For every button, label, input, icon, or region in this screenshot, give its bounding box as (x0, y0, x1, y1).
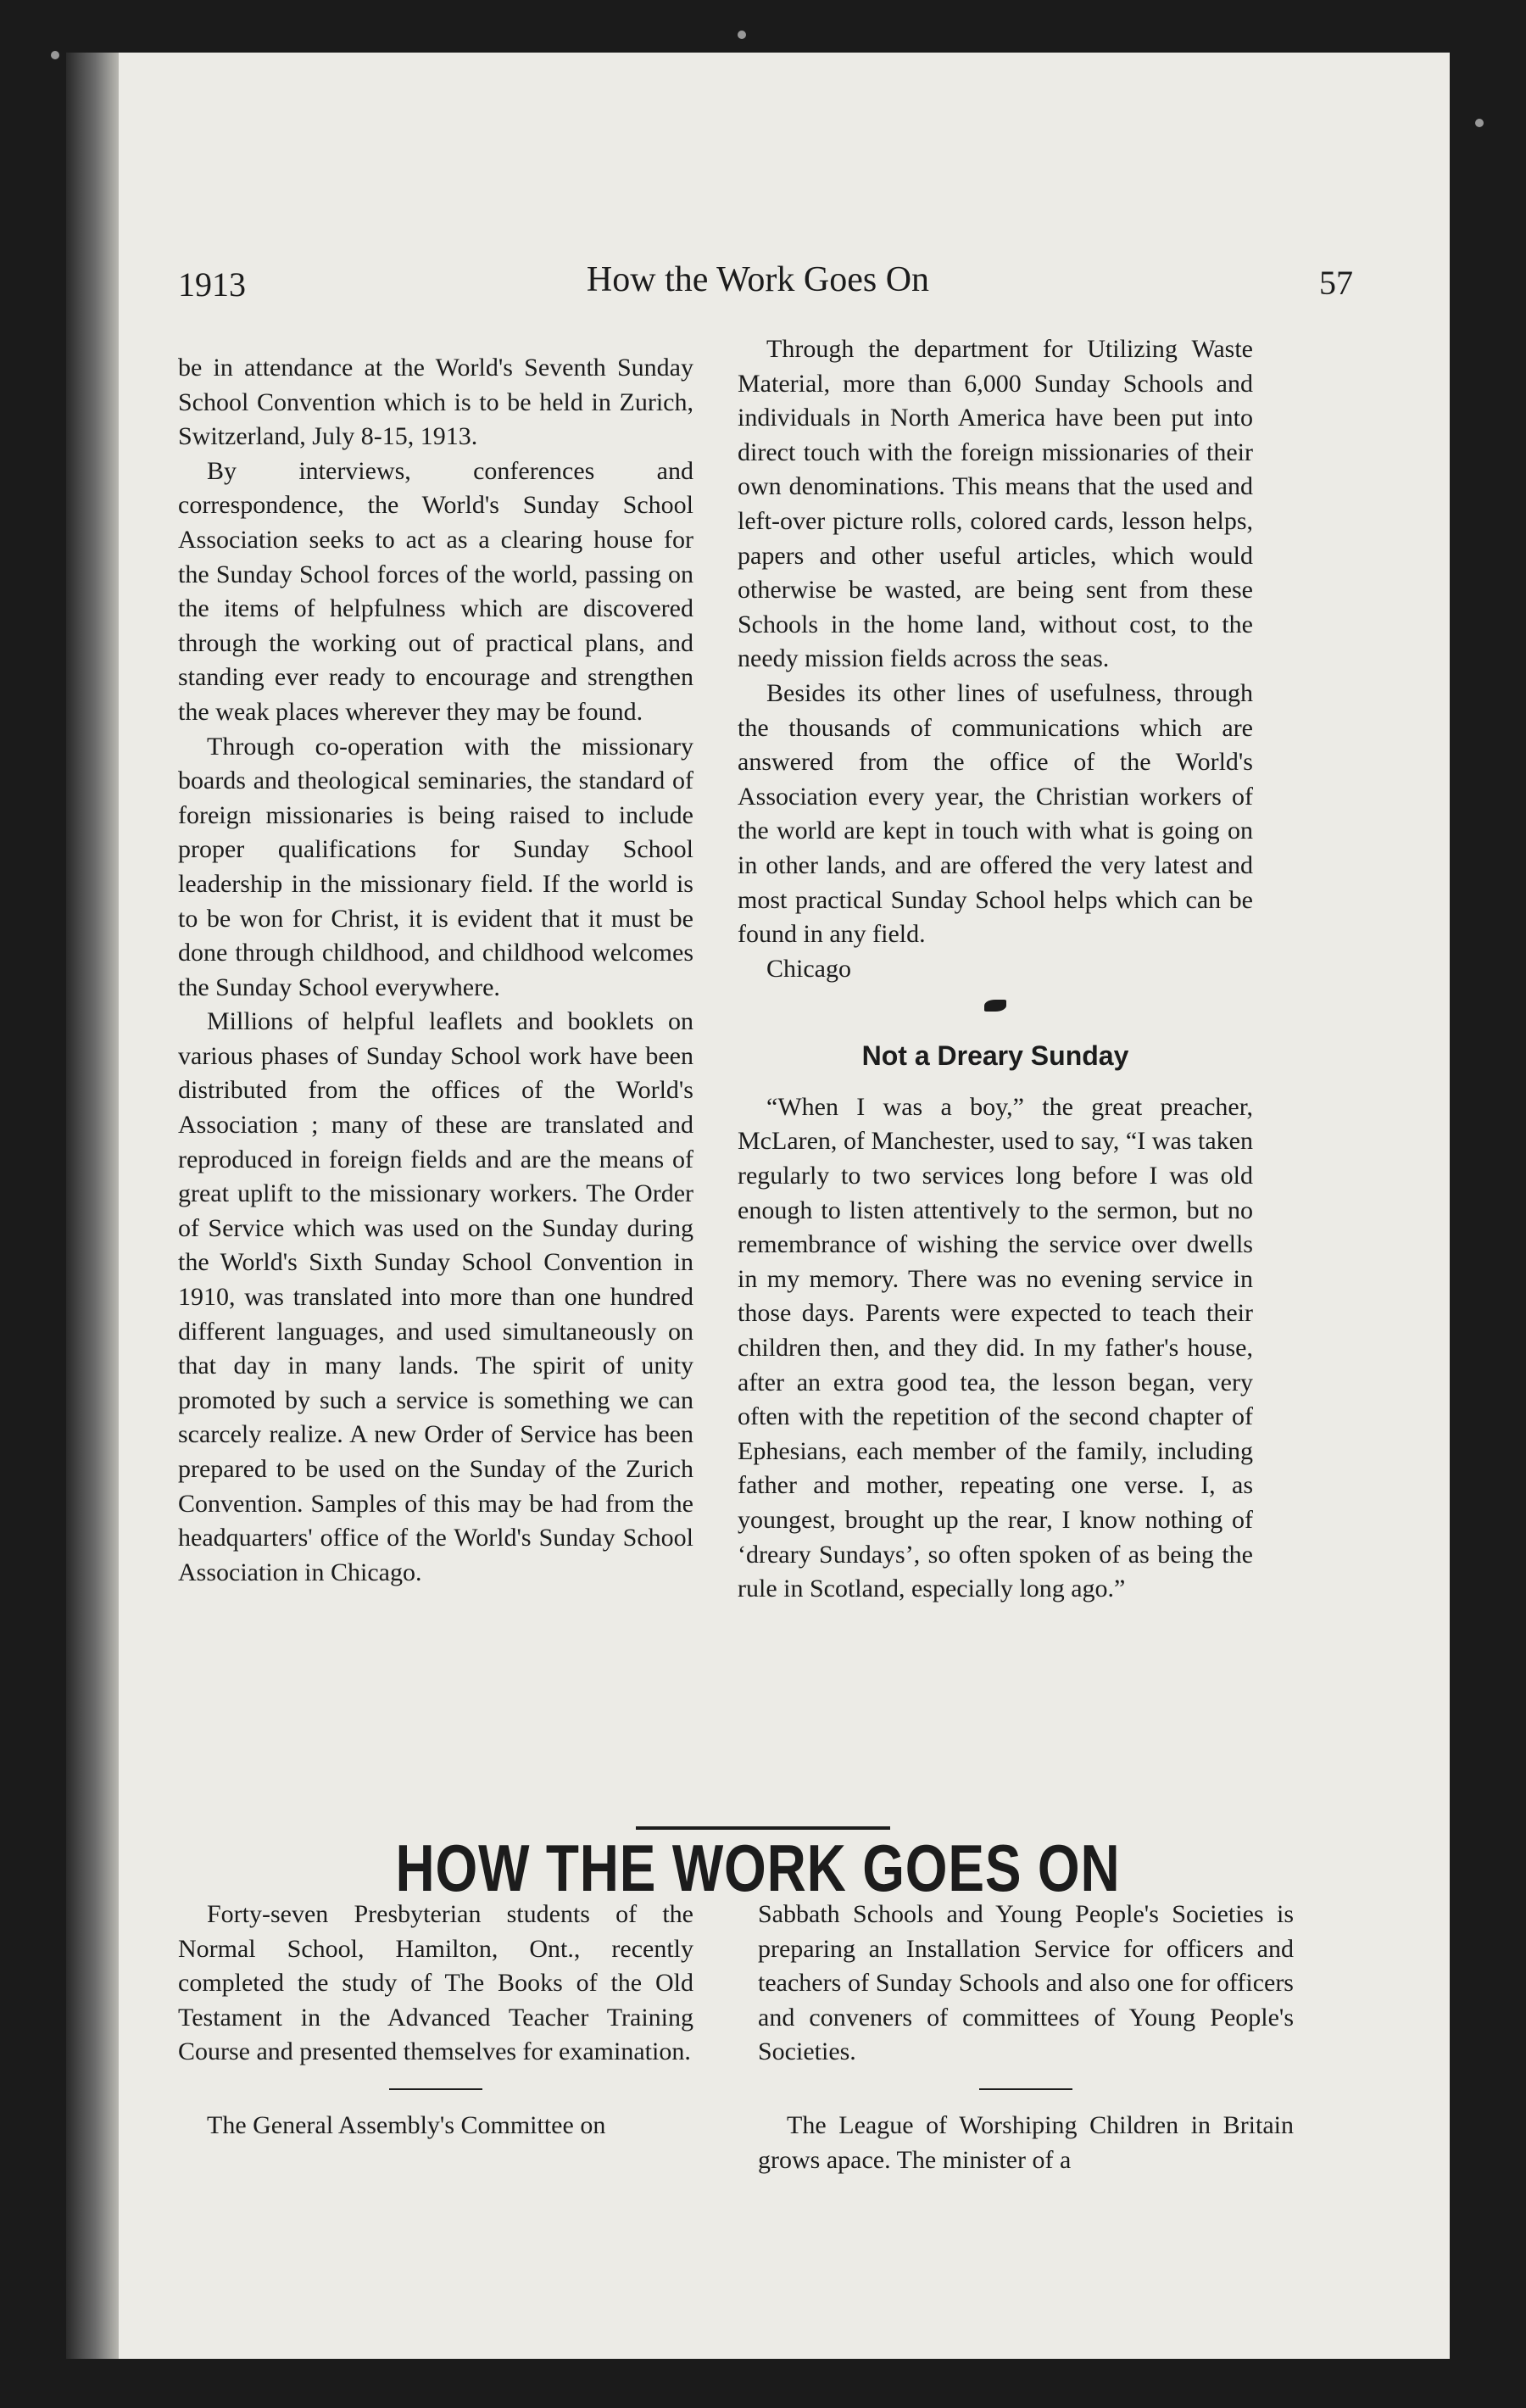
page-number: 57 (1319, 264, 1353, 302)
paragraph: By interviews, conferences and correspondence, the World's Sunday School Association seeks to act as a clearing house for the Sunday School forces of the world, passing on the items of helpfulness which are discovered through the working out of practical plans, and standing ever ready to encourage and strengthen the weak places wherever they may be found. (178, 456, 693, 726)
right-column (738, 332, 1253, 1607)
paragraph: be in attendance at the World's Seventh Sunday School Convention which is to be held in Zurich, Switzerland, July 8-15, 1913. (178, 354, 693, 451)
paragraph: Through co-operation with the missionary boards and theological seminaries, the standard of foreign missionaries is being raised to include proper qualifications for Sunday School leadership in the missionary field. If the world is to be won for Christ, it is evident that it must be done through childhood, and childhood welcomes the Sunday School everywhere. (178, 732, 693, 1001)
paragraph: Millions of helpful leaflets and booklets on various phases of Sunday School work have been distributed from the offices of the World's Association ; many of these are translated and reproduced in foreign fields and are the means of great uplift to the missionary workers. The Order of Service which was used on the Sunday during the World's Sixth Sunday School Convention in 1910, was translated into more than one hundred different languages, and used simultaneously on that day in many lands. The spirit of unity promoted by such a service is something we can scarcely realize. A new Order of Service has been prepared to be used on the Sunday of the Zurich Convention. Samples of this may be had from the headquarters' office of the World's Sunday School Association in Chicago. (178, 1007, 693, 1586)
left-column (178, 351, 693, 1590)
signature: Chicago (766, 954, 851, 983)
header-year: 1913 (178, 265, 246, 304)
paragraph: Sabbath Schools and Young People's Societies is preparing an Installation Service for officers and teachers of Sunday Schools and also one for officers and conveners of committees of Young People's Societies. (758, 1900, 1294, 2066)
paragraph: The League of Worshiping Children in Britain grows apace. The minister of a (758, 2110, 1294, 2174)
paragraph: Through the department for Utilizing Waste Material, more than 6,000 Sunday Schools and individuals in North America have been put into direct touch with the foreign missionaries of their own denominations. This means that the used and left-over picture rolls, colored cards, lesson helps, papers and other useful articles, which would otherwise be wasted, are being sent from these Schools in the home land, without cost, to the needy mission fields across the seas. (738, 335, 1253, 673)
section-left-column (178, 1898, 693, 2143)
speck (51, 51, 59, 59)
header-title: How the Work Goes On (586, 260, 930, 299)
speck (738, 31, 746, 39)
book-page (66, 53, 1450, 2359)
speck (1475, 119, 1484, 127)
paragraph: Besides its other lines of usefulness, through the thousands of communications which are answered from the office of the World's Association every year, the Christian workers of the world are kept in touch with what is going on in other lands, and are offered the very latest and most practical Sunday School helps which can be found in any field. (738, 678, 1253, 949)
section-heading: HOW THE WORK GOES ON (395, 1831, 1121, 1905)
divider (389, 2088, 482, 2090)
article-subheading (738, 1039, 1253, 1073)
section-right-column (758, 1898, 1294, 2177)
running-header (66, 259, 1450, 310)
paragraph: Forty-seven Presbyterian students of the Normal School, Hamilton, Ont., recently completed the study of The Books of the Old Testament in the Advanced Teacher Training Course and presented themselves for examination. (178, 1900, 693, 2066)
quote-paragraph: “When I was a boy,” the great preacher, McLaren, of Manchester, used to say, “I was taken regularly to two services long before I was old enough to listen attentively to the sermon, but no remembrance of wishing the service over dwells in my memory. There was no evening service in those days. Parents were expected to teach their children then, and they did. In my father's house, after an extra good tea, the lesson began, very often with the repetition of the second chapter of Ephesians, each member of the family, including father and mother, repeating one verse. I, as youngest, brought up the rear, I know nothing of ‘dreary Sundays’, so often spoken of as being the rule in Scotland, especially long ago.” (738, 1092, 1253, 1603)
divider (979, 2088, 1072, 2090)
subheading-text: Not a Dreary Sunday (861, 1040, 1129, 1072)
ornament-icon (984, 1000, 1006, 1012)
book-spine (66, 53, 119, 2359)
paragraph: The General Assembly's Committee on (207, 2110, 606, 2139)
